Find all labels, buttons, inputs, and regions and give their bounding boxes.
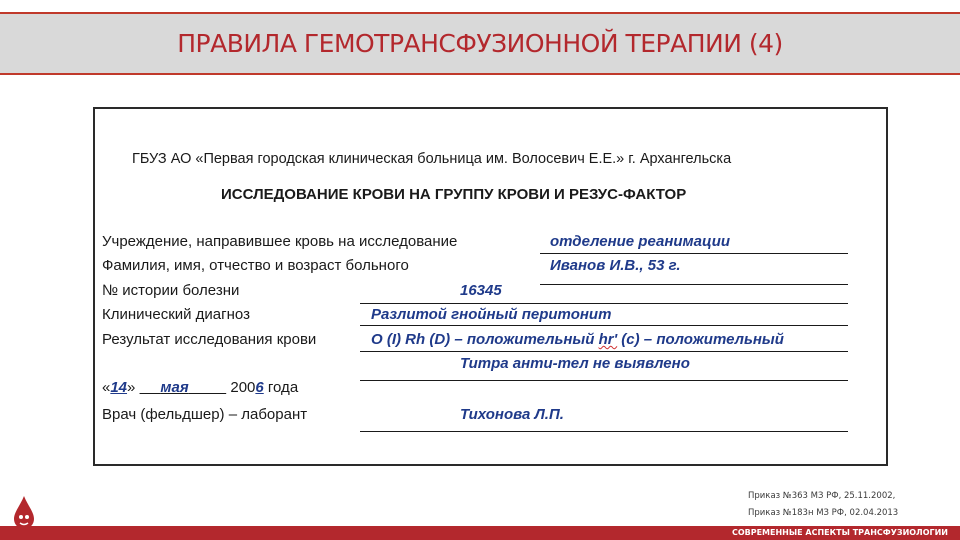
date-day: 14 [110, 379, 128, 396]
result-value-tail: (c) – положительный [617, 331, 784, 348]
institution-value: отделение реанимации [550, 233, 731, 250]
slide-title-bar [0, 12, 960, 75]
history-underline [360, 303, 848, 304]
patient-value: Иванов И.В., 53 г. [550, 257, 681, 274]
patient-underline [540, 284, 848, 285]
form-heading: ИССЛЕДОВАНИЕ КРОВИ НА ГРУППУ КРОВИ И РЕЗУС-ФАКТОР [221, 186, 687, 203]
result-label: Результат исследования крови [102, 331, 317, 348]
diagnosis-label: Клинический диагноз [102, 306, 250, 323]
date-month-field [140, 379, 227, 396]
date-month: мая [160, 379, 189, 396]
result-underline [360, 351, 848, 352]
blood-test-form [93, 107, 888, 466]
doctor-value: Тихонова Л.П. [460, 406, 564, 423]
date-close-quote: » [127, 379, 136, 396]
slide-title: ПРАВИЛА ГЕМОТРАНСФУЗИОННОЙ ТЕРАПИИ (4) [177, 29, 783, 58]
history-value: 16345 [460, 282, 502, 299]
patient-label: Фамилия, имя, отчество и возраст больного [102, 257, 409, 274]
footer-text: СОВРЕМЕННЫЕ АСПЕКТЫ ТРАНСФУЗИОЛОГИИ [731, 528, 948, 537]
result-value-hr: hr' [598, 331, 618, 348]
result-value [371, 331, 784, 348]
date-year-prefix: 200 [230, 379, 256, 396]
hospital-name: ГБУЗ АО «Первая городская клиническая больница им. Волосевич Е.Е.» г. Архангельска [132, 151, 732, 167]
institution-label: Учреждение, направившее кровь на исследование [102, 233, 458, 250]
order-reference-1: Приказ №363 МЗ РФ, 25.11.2002, [748, 491, 896, 501]
order-reference-2: Приказ №183н МЗ РФ, 02.04.2013 [748, 508, 899, 518]
result-value-main: O (I) Rh (D) – положительный [371, 331, 599, 348]
date-suffix: года [267, 379, 299, 396]
footer-bar [0, 526, 960, 540]
date-open-quote: « [102, 379, 111, 396]
titer-underline [360, 380, 848, 381]
date-row [102, 379, 298, 396]
history-label: № истории болезни [102, 282, 240, 299]
titer-value: Титра анти-тел не выявлено [460, 355, 690, 372]
date-year-digit: 6 [255, 379, 264, 396]
blood-drop-logo-icon [12, 494, 36, 530]
diagnosis-value: Разлитой гнойный перитонит [371, 306, 612, 323]
institution-underline [540, 253, 848, 254]
doctor-underline [360, 431, 848, 432]
diagnosis-underline [360, 325, 848, 326]
doctor-label: Врач (фельдшер) – лаборант [102, 406, 308, 423]
